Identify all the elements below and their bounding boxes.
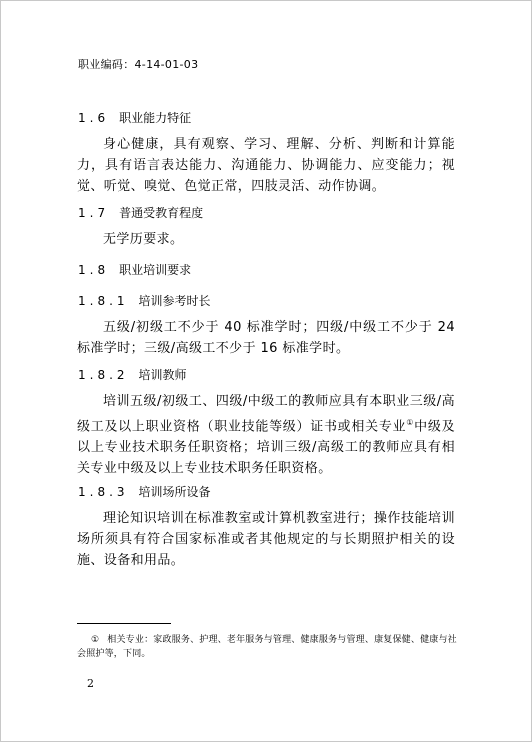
footnote: [77, 633, 457, 661]
section-heading-1-6: [78, 109, 191, 126]
section-heading-1-8-3: [78, 483, 211, 500]
section-heading-1-8-2: [78, 366, 187, 383]
text-part: 中级及以上专业技术职务任职资格；培训三级/高级工的教师应具有相关专业中级及以上专业技术职务任职资格。: [77, 419, 456, 477]
footnote-divider: [77, 623, 171, 624]
footnote-text: 相关专业：家政服务、护理、老年服务与管理、健康服务与管理、康复保健、健康与社会照护等，下同。: [77, 635, 457, 659]
section-text-1-8-1: 五级/初级工不少于 40 标准学时；四级/中级工不少于 24 标准学时；三级/高级工不少于 16 标准学时。: [77, 320, 455, 356]
footnote-mark: ①: [91, 635, 100, 645]
occupation-code: 职业编码：4-14-01-03: [78, 58, 199, 71]
section-title: 普通受教育程度: [119, 206, 204, 220]
section-number: 1.8.2: [78, 368, 129, 382]
section-number: 1.8.3: [78, 485, 129, 499]
section-title: 培训场所设备: [138, 485, 211, 499]
section-text-1-7: 无学历要求。: [103, 232, 184, 247]
section-title: 职业能力特征: [119, 111, 192, 125]
section-number: 1.7: [78, 206, 110, 220]
section-title: 培训教师: [138, 368, 187, 382]
section-heading-1-8-1: [78, 292, 211, 309]
section-number: 1.6: [78, 111, 110, 125]
section-title: 培训参考时长: [138, 294, 211, 308]
page-number: 2: [87, 677, 94, 690]
section-heading-1-8: [78, 261, 191, 278]
section-number: 1.8: [78, 263, 110, 277]
section-heading-1-7: [78, 204, 203, 221]
footnote-ref: ①: [406, 418, 415, 427]
section-text-1-6: 身心健康，具有观察、学习、理解、分析、判断和计算能力，具有语言表达能力、沟通能力、协调能力、应变能力；视觉、听觉、嗅觉、色觉正常，四肢灵活、动作协调。: [77, 137, 455, 194]
section-title: 职业培训要求: [119, 263, 192, 277]
section-text-1-8-2: [77, 391, 455, 479]
section-number: 1.8.1: [78, 294, 129, 308]
text-part: 培训五级/初级工、四级/中级工的教师应具有本职业三级/高级工及以上职业资格（职业技能等级）证书或相关专业: [77, 394, 455, 435]
section-text-1-8-3: 理论知识培训在标准教室或计算机教室进行；操作技能培训场所须具有符合国家标准或者其他规定的与长期照护相关的设施、设备和用品。: [77, 511, 455, 568]
